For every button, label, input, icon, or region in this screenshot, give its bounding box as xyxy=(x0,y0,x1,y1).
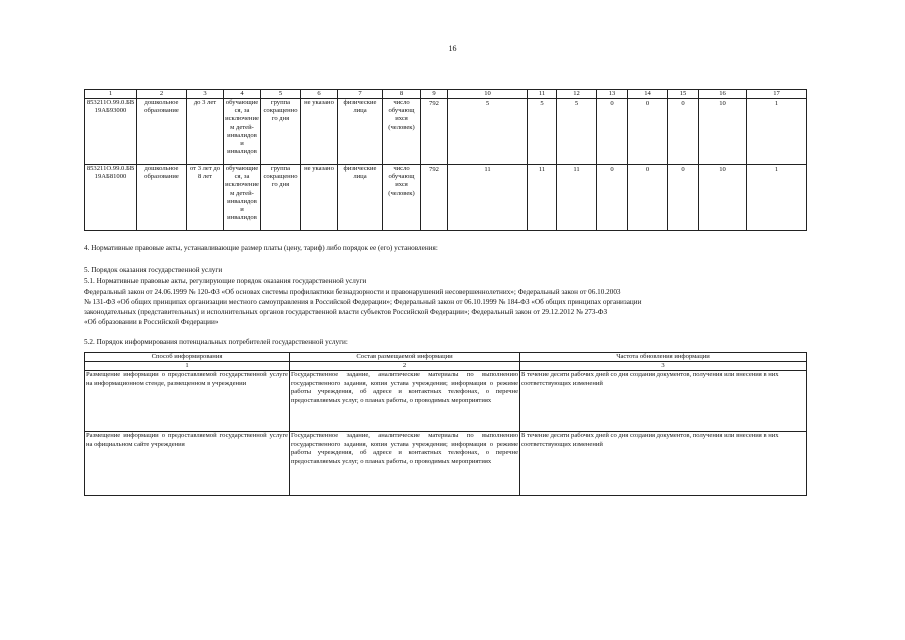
value-cell: 0 xyxy=(668,99,699,165)
column-number: 15 xyxy=(668,90,699,99)
table-row xyxy=(85,371,807,432)
section-5-title: 5. Порядок оказания государственной услуги xyxy=(84,266,223,274)
section-5-2-title: 5.2. Порядок информирования потенциальных потребителей государственной услуги: xyxy=(84,338,348,346)
column-number: 3 xyxy=(187,90,224,99)
deviation-cell: 10 xyxy=(699,99,747,165)
column-number: 5 xyxy=(261,90,301,99)
category-cell: обучающие ся, за исключение м детей- инвалидов и инвалидов xyxy=(224,99,261,165)
column-header: Состав размещаемой информации xyxy=(290,353,520,362)
column-number: 1 xyxy=(85,362,290,371)
consumer-cell: физические лица xyxy=(338,99,383,165)
service-condition-cell: группа сокращенно го дня xyxy=(261,165,301,231)
value-cell: 0 xyxy=(597,99,628,165)
value-cell: 5 xyxy=(528,99,557,165)
table-row xyxy=(85,165,807,231)
info-content-cell: Государственное задание, аналитические материалы по выполнению государственного задания, копия устава учреждения; информация о режиме работы учреждения, об адресе и контактных телефонах, о перечне предоставляемых услуг, о планах работы, о проводимых мероприятиях xyxy=(290,371,520,432)
header-row xyxy=(85,353,807,362)
column-number: 3 xyxy=(520,362,807,371)
column-number: 14 xyxy=(628,90,668,99)
column-number: 10 xyxy=(448,90,528,99)
column-number: 9 xyxy=(421,90,448,99)
info-frequency-cell: В течение десяти рабочих дней со дня создания документов, получения или внесения в них соответствующих изменений xyxy=(520,432,807,496)
indicator-name-cell: число обучающ ихся (человек) xyxy=(383,165,421,231)
category-cell: обучающие ся, за исключение м детей- инвалидов и инвалидов xyxy=(224,165,261,231)
column-number: 11 xyxy=(528,90,557,99)
deviation-cell: 1 xyxy=(747,165,807,231)
value-cell: 0 xyxy=(628,99,668,165)
value-cell: 0 xyxy=(628,165,668,231)
registry-number-cell: 853211О.99.0.БВ 19АБ81000 xyxy=(85,165,137,231)
value-cell: 11 xyxy=(448,165,528,231)
indicator-name-cell: число обучающ ихся (человек) xyxy=(383,99,421,165)
law-line: Федеральный закон от 24.06.1999 № 120-ФЗ «Об основах системы профилактики безнадзорности и правонарушений несовершеннолетних»; Федеральный закон от 06.10.2003 xyxy=(84,288,621,296)
law-line: № 131-ФЗ «Об общих принципах организации местного самоуправления в Российской Федерации»; Федеральный закон от 06.10.1999 № 184-ФЗ «Об общих принципах организации xyxy=(84,298,642,306)
service-content-cell: дошкольное образование xyxy=(137,99,187,165)
deviation-cell: 10 xyxy=(699,165,747,231)
deviation-cell: 1 xyxy=(747,99,807,165)
column-header: Способ информирования xyxy=(85,353,290,362)
column-numbers-row xyxy=(85,90,807,99)
value-cell: 0 xyxy=(597,165,628,231)
column-number: 13 xyxy=(597,90,628,99)
info-method-cell: Размещение информации о предоставляемой государственной услуге на официальном сайте учреждения xyxy=(85,432,290,496)
column-header: Частота обновления информации xyxy=(520,353,807,362)
section-5-1-title: 5.1. Нормативные правовые акты, регулирующие порядок оказания государственной услуги xyxy=(84,277,367,285)
info-frequency-cell: В течение десяти рабочих дней со дня создания документов, получения или внесения в них соответствующих изменений xyxy=(520,371,807,432)
indicators-table xyxy=(84,89,807,231)
info-content-cell: Государственное задание, аналитические материалы по выполнению государственного задания, копия устава учреждения; информация о режиме работы учреждения, об адресе и контактных телефонах, о перечне предоставляемых услуг, о планах работы, о проводимых мероприятиях xyxy=(290,432,520,496)
informing-table xyxy=(84,352,807,496)
section-4-text: 4. Нормативные правовые акты, устанавливающие размер платы (цену, тариф) либо порядок ее (его) установления: xyxy=(84,244,438,252)
age-cell: от 3 лет до 8 лет xyxy=(187,165,224,231)
table-row xyxy=(85,99,807,165)
column-number: 8 xyxy=(383,90,421,99)
value-cell: 5 xyxy=(557,99,597,165)
column-number: 7 xyxy=(338,90,383,99)
column-number: 1 xyxy=(85,90,137,99)
column-number: 2 xyxy=(137,90,187,99)
column-number: 6 xyxy=(301,90,338,99)
value-cell: 11 xyxy=(528,165,557,231)
registry-number-cell: 853211О.99.0.БВ 19АБ93000 xyxy=(85,99,137,165)
column-number: 16 xyxy=(699,90,747,99)
column-number: 12 xyxy=(557,90,597,99)
column-number: 17 xyxy=(747,90,807,99)
column-number: 4 xyxy=(224,90,261,99)
age-cell: до 3 лет xyxy=(187,99,224,165)
law-line: законодательных (представительных) и исполнительных органов государственной власти субъектов Российской Федерации»; Федеральный закон от 29.12.2012 № 273-ФЗ xyxy=(84,308,608,316)
law-line: «Об образовании в Российской Федерации» xyxy=(84,318,219,326)
consumer-cell: физические лица xyxy=(338,165,383,231)
unit-code-cell: 792 xyxy=(421,99,448,165)
unit-code-cell: 792 xyxy=(421,165,448,231)
column-number: 2 xyxy=(290,362,520,371)
unspecified-cell: не указано xyxy=(301,99,338,165)
value-cell: 11 xyxy=(557,165,597,231)
page-number: 16 xyxy=(448,44,457,53)
value-cell: 0 xyxy=(668,165,699,231)
value-cell: 5 xyxy=(448,99,528,165)
table-row xyxy=(85,432,807,496)
column-numbers-row xyxy=(85,362,807,371)
service-condition-cell: группа сокращенно го дня xyxy=(261,99,301,165)
info-method-cell: Размещение информации о предоставляемой государственной услуге на информационном стенде, размещенном в учреждении xyxy=(85,371,290,432)
unspecified-cell: не указано xyxy=(301,165,338,231)
service-content-cell: дошкольное образование xyxy=(137,165,187,231)
